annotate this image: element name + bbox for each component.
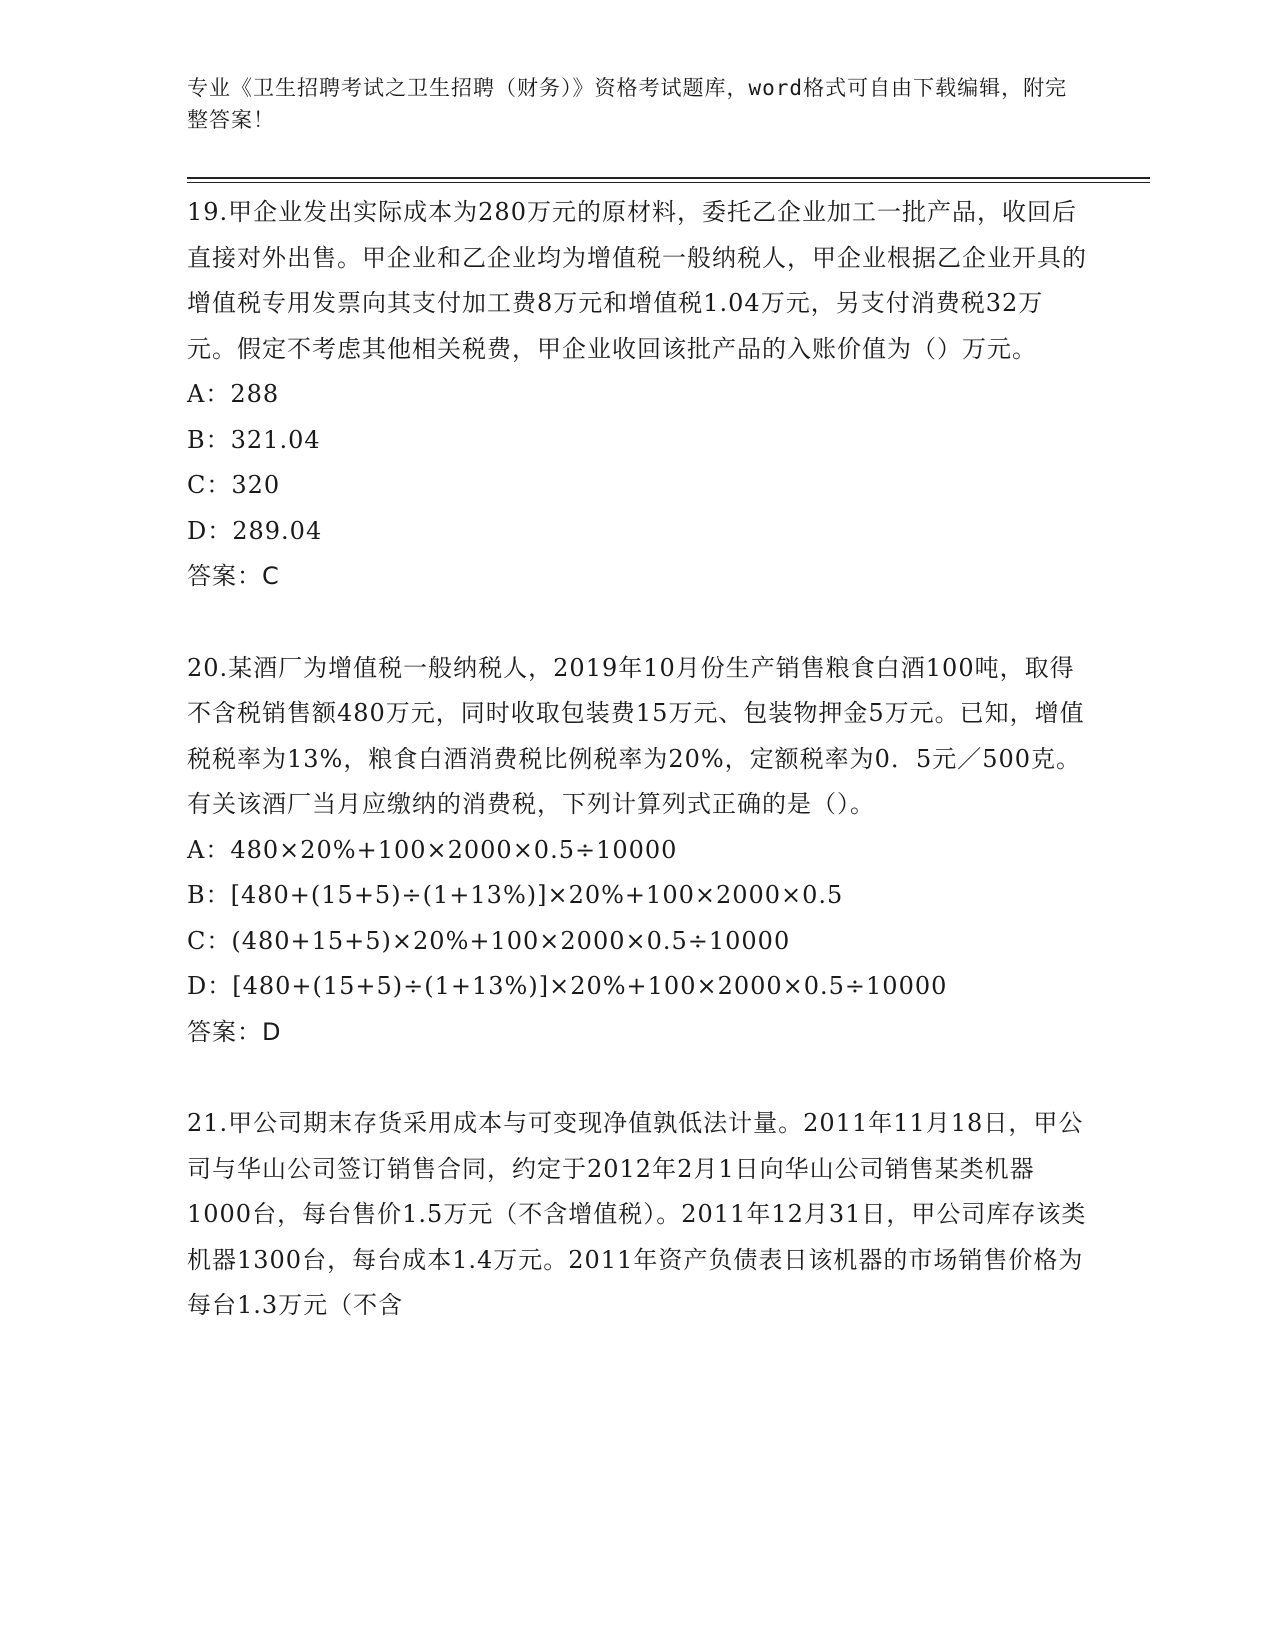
option-c: C：320 — [187, 471, 281, 499]
header-divider-thin — [187, 182, 1150, 183]
question-text: 19.甲企业发出实际成本为280万元的原材料，委托乙企业加工一批产品，收回后直接对外出售。甲企业和乙企业均为增值税一般纳税人，甲企业根据乙企业开具的增值税专用发票向其支付加工费8万元和增值税1.04万元，另支付消费税32万元。假定不考虑其他相关税费，甲企业收回该批产品的入账价值为（）万元。 — [187, 198, 1087, 363]
question-list — [187, 190, 1087, 1329]
question-19 — [187, 190, 1087, 600]
question-spacer — [187, 1055, 1087, 1101]
document-header — [187, 72, 1087, 136]
option-a: A：288 — [187, 380, 280, 408]
answer: 答案：D — [187, 1017, 282, 1046]
question-spacer — [187, 600, 1087, 646]
option-a: A：480×20%+100×2000×0.5÷10000 — [187, 835, 678, 864]
option-b: B：321.04 — [187, 425, 321, 454]
question-20 — [187, 646, 1087, 1056]
question-text: 21.甲公司期末存货采用成本与可变现净值孰低法计量。2011年11月18日，甲公司与华山公司签订销售合同，约定于2012年2月1日向华山公司销售某类机器1000台，每台售价1.5万元（不含增值税）。2011年12月31日，甲公司库存该类机器1300台，每台成本1.4万元。2011年资产负债表日该机器的市场销售价格为每台1.3万元（不含 — [187, 1109, 1087, 1319]
header-divider-thick — [187, 177, 1150, 179]
question-text: 20.某酒厂为增值税一般纳税人，2019年10月份生产销售粮食白酒100吨，取得不含税销售额480万元，同时收取包装费15万元、包装物押金5万元。已知，增值税税率为13%，粮食白酒消费税比例税率为20%，定额税率为0．5元／500克。有关该酒厂当月应缴纳的消费税，下列计算列式正确的是（）。 — [187, 653, 1085, 818]
header-title: 专业《卫生招聘考试之卫生招聘（财务）》资格考试题库，word格式可自由下载编辑，附完整答案！ — [187, 76, 1068, 132]
question-21 — [187, 1101, 1087, 1329]
option-d: D：[480+(15+5)÷(1+13%)]×20%+100×2000×0.5÷10000 — [187, 972, 948, 1000]
option-d: D：289.04 — [187, 516, 323, 545]
option-c: C：(480+15+5)×20%+100×2000×0.5÷10000 — [187, 926, 791, 955]
answer: 答案：C — [187, 562, 280, 590]
option-b: B：[480+(15+5)÷(1+13%)]×20%+100×2000×0.5 — [187, 881, 844, 909]
